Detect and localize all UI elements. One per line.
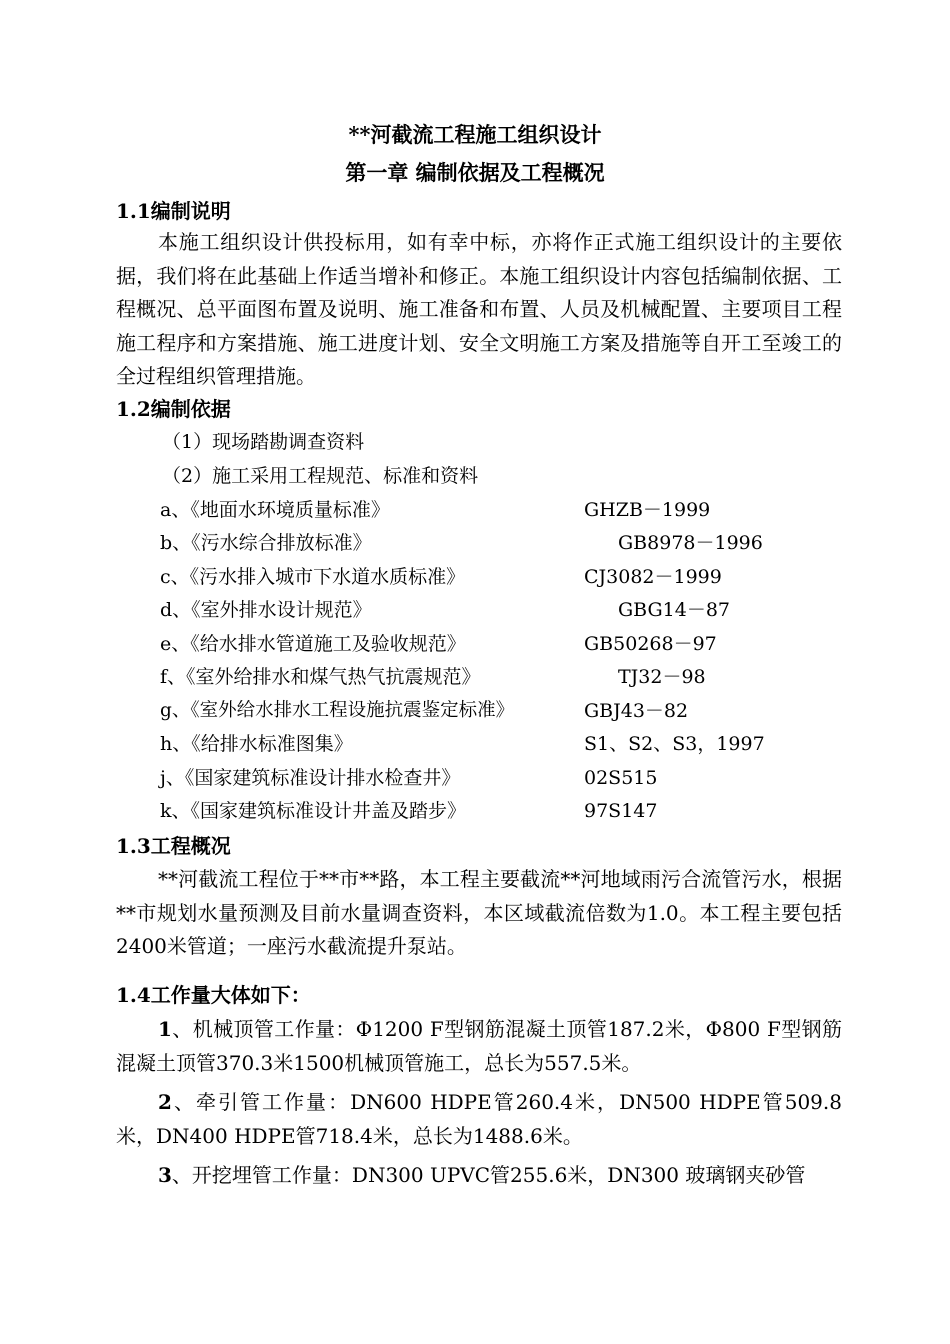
workload-item-text: 、开挖埋管工作量：DN300 UPVC管255.6米，DN300 玻璃钢夹砂管 [171,1163,806,1187]
section-heading-1-4: 1.4工作量大体如下： [116,983,311,1007]
section-heading-1-2: 1.2编制依据 [116,397,231,421]
reference-name: e、《给水排水管道施工及验收规范》 [160,633,466,655]
reference-code: GHZB－1999 [584,499,711,521]
reference-code: GB50268－97 [584,633,717,655]
reference-name: b、《污水综合排放标准》 [160,532,372,554]
section-heading-1-1: 1.1编制说明 [116,199,231,223]
reference-name: c、《污水排入城市下水道水质标准》 [160,566,466,588]
workload-item-1 [116,1013,842,1080]
reference-name: f、《室外给排水和煤气热气抗震规范》 [160,666,481,688]
reference-code: CJ3082－1999 [584,566,722,588]
workload-item-number: 3 [158,1163,172,1187]
reference-code: S1、S2、S3，1997 [584,733,765,755]
workload-item-number: 1 [158,1017,172,1041]
reference-name: a、《地面水环境质量标准》 [160,499,390,521]
reference-name: j、《国家建筑标准设计排水检查井》 [160,767,461,789]
reference-name: d、《室外排水设计规范》 [160,599,372,621]
chapter-title: 第一章 编制依据及工程概况 [345,160,605,185]
reference-name: k、《国家建筑标准设计井盖及踏步》 [160,800,467,822]
document-title: **河截流工程施工组织设计 [348,122,602,147]
basis-item-1: （1）现场踏勘调查资料 [162,431,365,453]
reference-code: 02S515 [584,767,658,789]
reference-code: GBJ43－82 [584,700,689,722]
reference-name: g、《室外给水排水工程设施抗震鉴定标准》 [160,700,515,721]
workload-item-3 [116,1159,842,1193]
section-heading-1-3: 1.3工程概况 [116,834,231,858]
workload-item-text: 、牵引管工作量：DN600 HDPE管260.4米，DN500 HDPE管509.8米，DN400 HDPE管718.4米，总长为1488.6米。 [116,1090,842,1148]
workload-item-2 [116,1086,842,1153]
reference-code: 97S147 [584,800,658,822]
reference-name: h、《给排水标准图集》 [160,733,353,755]
reference-code: GB8978－1996 [618,532,763,554]
reference-code: TJ32－98 [618,666,706,688]
section-1-3-body: **河截流工程位于**市**路，本工程主要截流**河地域雨污合流管污水，根据**市规划水量预测及目前水量调查资料，本区域截流倍数为1.0。本工程主要包括2400米管道；一座污水截流提升泵站。 [116,867,842,958]
workload-item-text: 、机械顶管工作量：Φ1200 F型钢筋混凝土顶管187.2米，Φ800 F型钢筋混凝土顶管370.3米1500机械顶管施工，总长为557.5米。 [116,1017,842,1075]
section-1-1-body: 本施工组织设计供投标用，如有幸中标，亦将作正式施工组织设计的主要依据，我们将在此基础上作适当增补和修正。本施工组织设计内容包括编制依据、工程概况、总平面图布置及说明、施工准备和布置、人员及机械配置、主要项目工程施工程序和方案措施、施工进度计划、安全文明施工方案及措施等自开工至竣工的全过程组织管理措施。 [116,230,842,388]
basis-item-2: （2）施工采用工程规范、标准和资料 [162,465,479,487]
reference-code: GBG14－87 [618,599,731,621]
workload-item-number: 2 [158,1090,172,1114]
